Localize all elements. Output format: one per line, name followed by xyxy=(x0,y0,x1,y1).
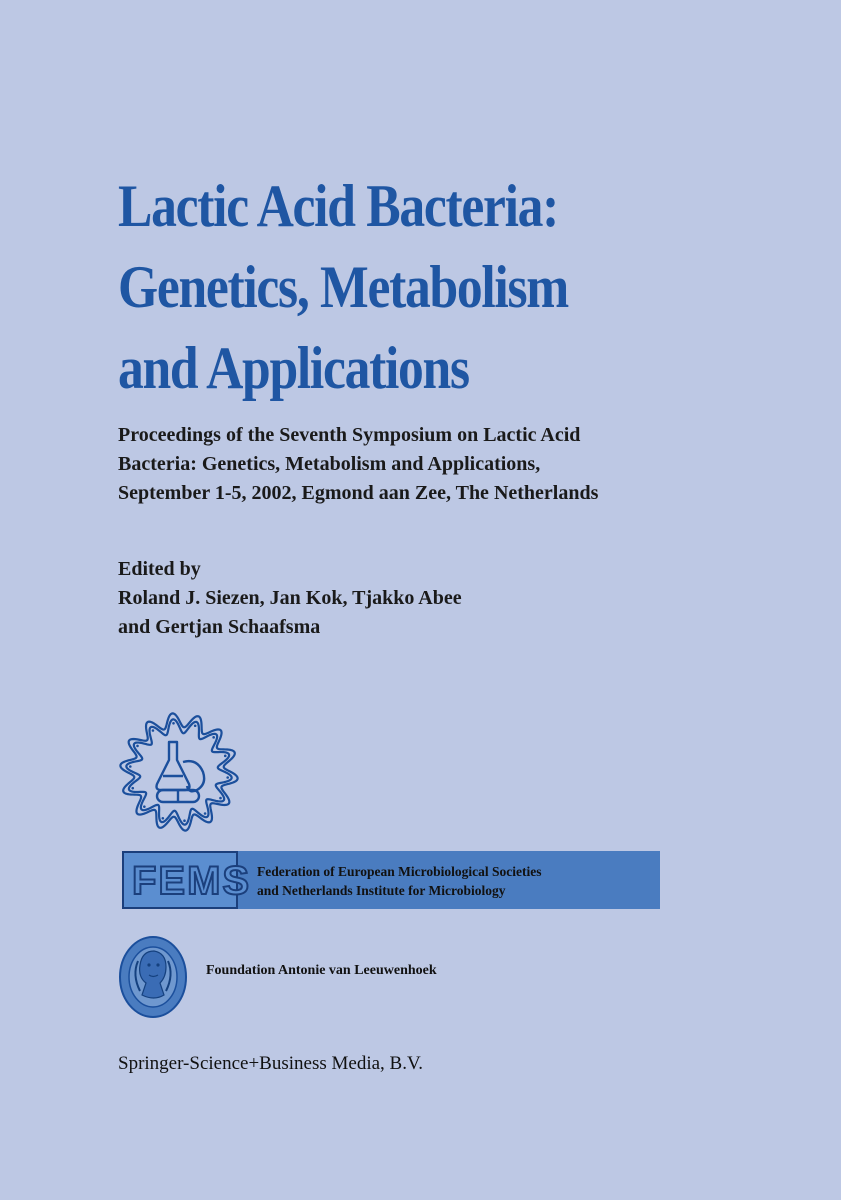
editors-line-1: Roland J. Siezen, Jan Kok, Tjakko Abee xyxy=(118,587,462,609)
proceedings-line-1: Proceedings of the Seventh Symposium on Lactic Acid xyxy=(118,424,581,446)
title-line-2: Genetics, Metabolism xyxy=(118,254,568,320)
fems-banner xyxy=(122,851,660,909)
book-title xyxy=(118,166,568,409)
fems-logo-text: FEMS xyxy=(132,859,252,903)
editors-block xyxy=(118,555,462,642)
title-line-1: Lactic Acid Bacteria: xyxy=(118,173,559,239)
fems-description xyxy=(257,862,541,900)
foundation-label: Foundation Antonie van Leeuwenhoek xyxy=(206,963,437,978)
publisher-label: Springer-Science+Business Media, B.V. xyxy=(118,1053,423,1074)
proceedings-line-2: Bacteria: Genetics, Metabolism and Applications, xyxy=(118,453,541,475)
proceedings-line-3: September 1-5, 2002, Egmond aan Zee, The Netherlands xyxy=(118,482,599,504)
fems-logo xyxy=(122,851,252,909)
editors-line-2: and Gertjan Schaafsma xyxy=(118,616,321,638)
proceedings-subtitle xyxy=(118,421,598,508)
fems-line-1: Federation of European Microbiological Societies xyxy=(257,864,542,879)
bacteria-flask-emblem-icon xyxy=(117,710,241,834)
title-line-3: and Applications xyxy=(118,335,469,401)
fems-line-2: and Netherlands Institute for Microbiology xyxy=(257,883,506,898)
edited-by-label: Edited by xyxy=(118,558,201,580)
leeuwenhoek-medallion-icon xyxy=(118,935,188,1019)
